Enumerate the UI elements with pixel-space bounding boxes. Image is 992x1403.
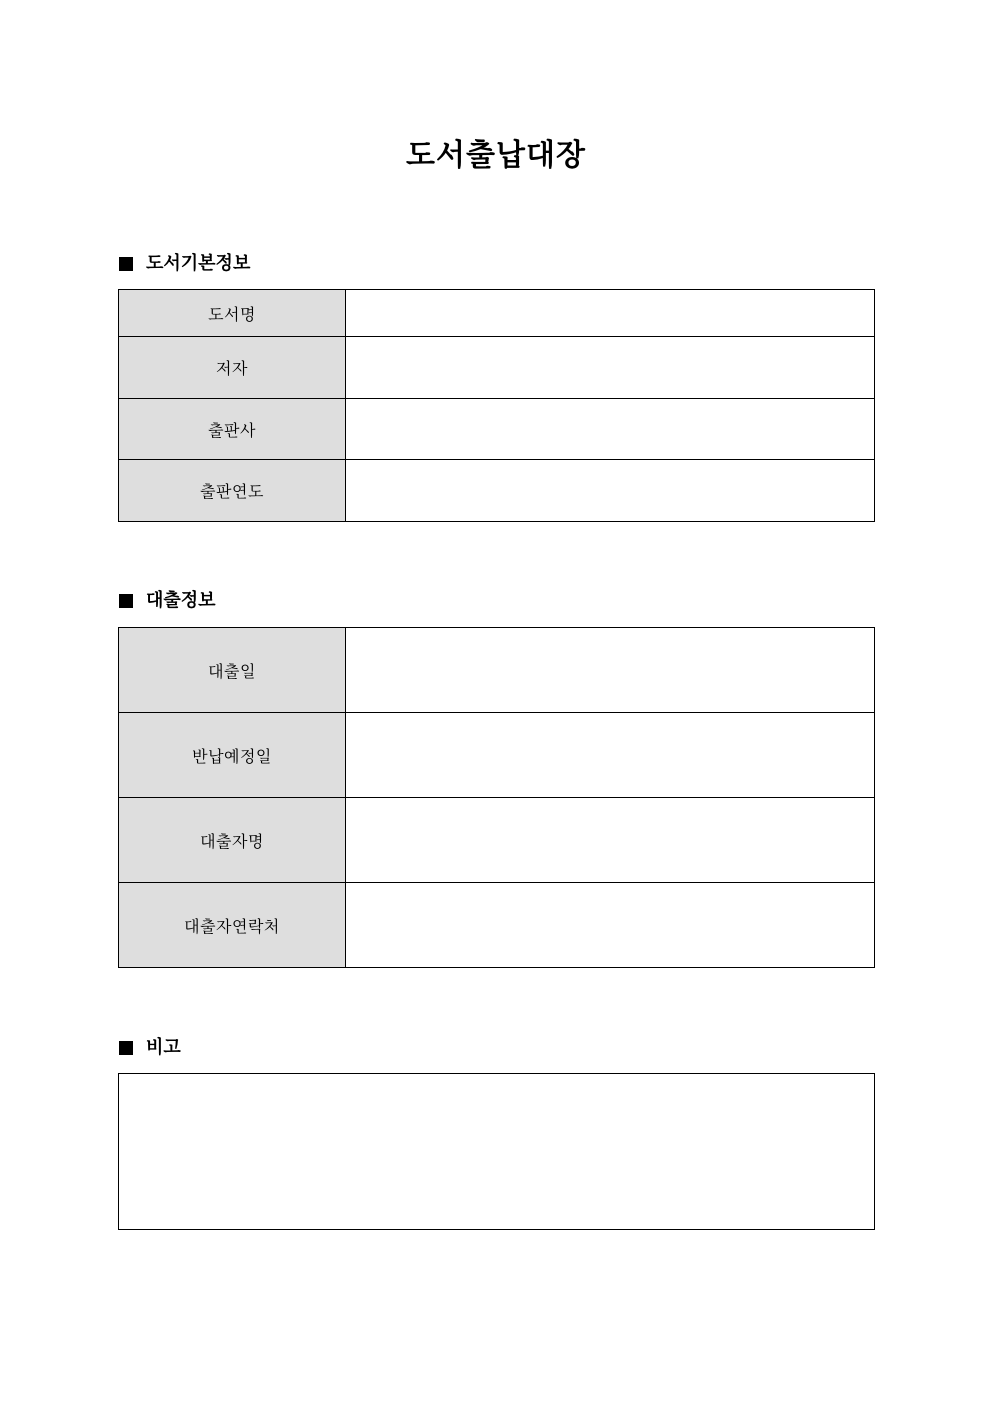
- loan-info-table: [118, 627, 875, 968]
- loan-date-field[interactable]: [346, 628, 875, 713]
- section-heading-label: 대출정보: [146, 590, 216, 611]
- section-heading-remarks: [119, 1036, 181, 1060]
- label-publisher: 출판사: [119, 399, 346, 460]
- label-book-title: 도서명: [119, 290, 346, 337]
- publisher-field[interactable]: [346, 399, 875, 460]
- label-borrower-name: 대출자명: [119, 798, 346, 883]
- borrower-name-field[interactable]: [346, 798, 875, 883]
- table-row: [119, 883, 875, 968]
- table-row: [119, 337, 875, 399]
- table-row: [119, 798, 875, 883]
- section-heading-label: 비고: [146, 1037, 181, 1058]
- label-author: 저자: [119, 337, 346, 399]
- label-return-due-date: 반납예정일: [119, 713, 346, 798]
- page-title: 도서출납대장: [406, 138, 586, 173]
- square-bullet-icon: [119, 1041, 133, 1055]
- remarks-field[interactable]: [118, 1073, 875, 1230]
- return-due-date-field[interactable]: [346, 713, 875, 798]
- label-loan-date: 대출일: [119, 628, 346, 713]
- square-bullet-icon: [119, 257, 133, 271]
- table-row: [119, 713, 875, 798]
- label-borrower-contact: 대출자연락처: [119, 883, 346, 968]
- book-title-field[interactable]: [346, 290, 875, 337]
- table-row: [119, 628, 875, 713]
- section-heading-loan-info: [119, 589, 216, 613]
- book-info-table: [118, 289, 875, 522]
- table-row: [119, 290, 875, 337]
- author-field[interactable]: [346, 337, 875, 399]
- table-row: [119, 460, 875, 522]
- table-row: [119, 399, 875, 460]
- label-publication-year: 출판연도: [119, 460, 346, 522]
- square-bullet-icon: [119, 594, 133, 608]
- section-heading-label: 도서기본정보: [146, 253, 251, 274]
- section-heading-book-info: [119, 252, 250, 276]
- publication-year-field[interactable]: [346, 460, 875, 522]
- borrower-contact-field[interactable]: [346, 883, 875, 968]
